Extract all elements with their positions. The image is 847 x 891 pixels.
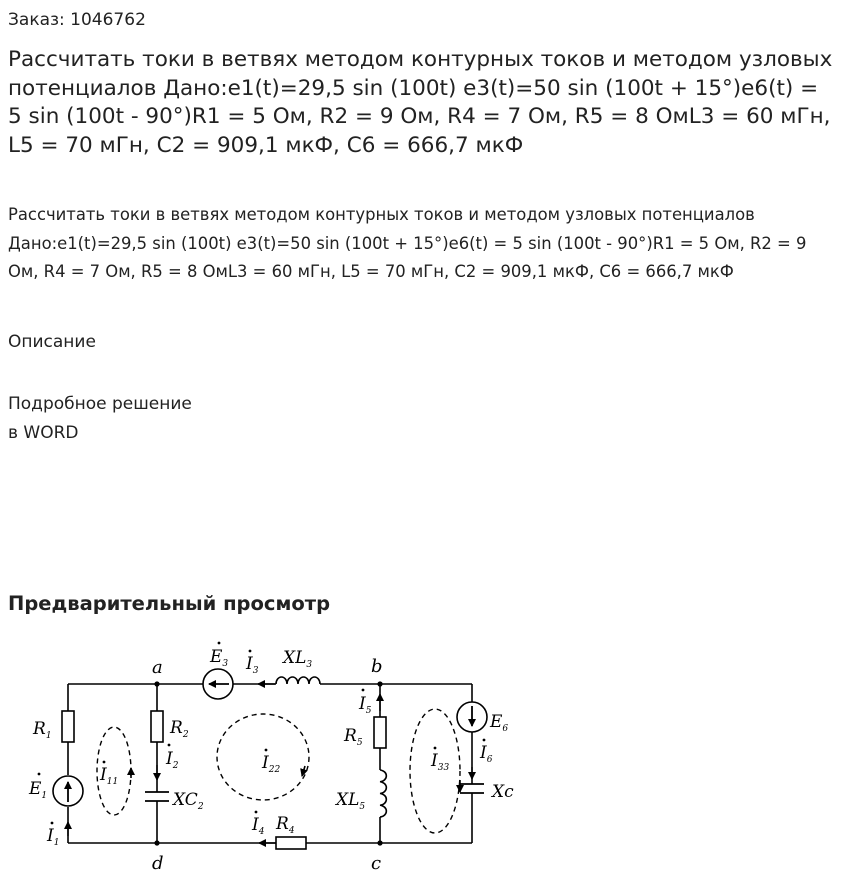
resistor-r4	[276, 837, 306, 849]
label-e6: $E_6$	[490, 712, 509, 734]
task-description: Рассчитать токи в ветвях методом контурных токов и методом узловых потенциалов Дано:e1(t)=29,5 sin (100t) e3(t)=50 sin (100t + 15°)e6(t) = 5 sin (100t - 90°)R1 = 5 Ом, R2 = 9 Ом, R4 = 7 Ом, R5 = 8 ОмL3 = 60 мГн, L5 = 70 мГн, C2 = 909,1 мкФ, C6 = 666,7 мкФ	[8, 205, 807, 282]
label-r2: $R_2$	[170, 718, 189, 740]
label-i22: $I_{22}$	[262, 753, 281, 775]
resistor-r2	[151, 711, 163, 742]
resistor-r1	[62, 711, 74, 742]
label-r4: $R_4$	[276, 814, 295, 836]
label-e3: $E_3$	[210, 647, 229, 669]
node-c-label: c	[371, 853, 382, 874]
label-i2: $I_2$	[166, 749, 179, 771]
label-i1: $I_1$	[47, 826, 60, 848]
label-i33: $I_{33}$	[431, 751, 450, 773]
label-e1: $E_1$	[29, 779, 48, 801]
label-xl5: $XL_5$	[336, 790, 366, 812]
resistor-r5	[374, 717, 386, 748]
label-i4: $I_4$	[252, 815, 265, 837]
label-xl3: $XL_3$	[283, 648, 313, 670]
node-d-label: d	[152, 853, 164, 874]
order-number: Заказ: 1046762	[8, 10, 146, 30]
label-xc2: $XC_2$	[173, 790, 204, 812]
loop-current-33	[410, 709, 460, 833]
page-title: Рассчитать токи в ветвях методом контурных токов и методом узловых потенциалов Дано:e1(t)=29,5 sin (100t) e3(t)=50 sin (100t + 15°)e6(t) = 5 sin (100t - 90°)R1 = 5 Ом, R2 = 9 Ом, R4 = 7 Ом, R5 = 8 ОмL3 = 60 мГн, L5 = 70 мГн, C2 = 909,1 мкФ, C6 = 666,7 мкФ	[8, 47, 833, 158]
node-a-label: a	[152, 657, 163, 678]
label-i6: $I_6$	[480, 743, 493, 765]
node-b-label: b	[371, 656, 383, 677]
current-arrows	[68, 684, 472, 843]
format-label: в WORD	[8, 423, 79, 443]
label-r5: $R_5$	[344, 726, 363, 748]
description-label: Описание	[8, 332, 96, 352]
loop-arrows	[131, 766, 460, 792]
label-xc6: Xc	[492, 782, 514, 802]
label-r1: $R_1$	[33, 719, 52, 741]
inductor-l3	[276, 677, 320, 684]
component-labels	[28, 647, 514, 848]
label-i11: $I_{11}$	[100, 765, 119, 787]
solution-label: Подробное решение	[8, 394, 192, 414]
circuit-wires	[68, 684, 472, 843]
inductors	[276, 677, 386, 817]
label-i3: $I_3$	[246, 654, 259, 676]
source-arrows	[68, 684, 472, 802]
inductor-l5	[380, 770, 386, 817]
label-i5: $I_5$	[359, 694, 372, 716]
preview-title: Предварительный просмотр	[8, 592, 331, 615]
